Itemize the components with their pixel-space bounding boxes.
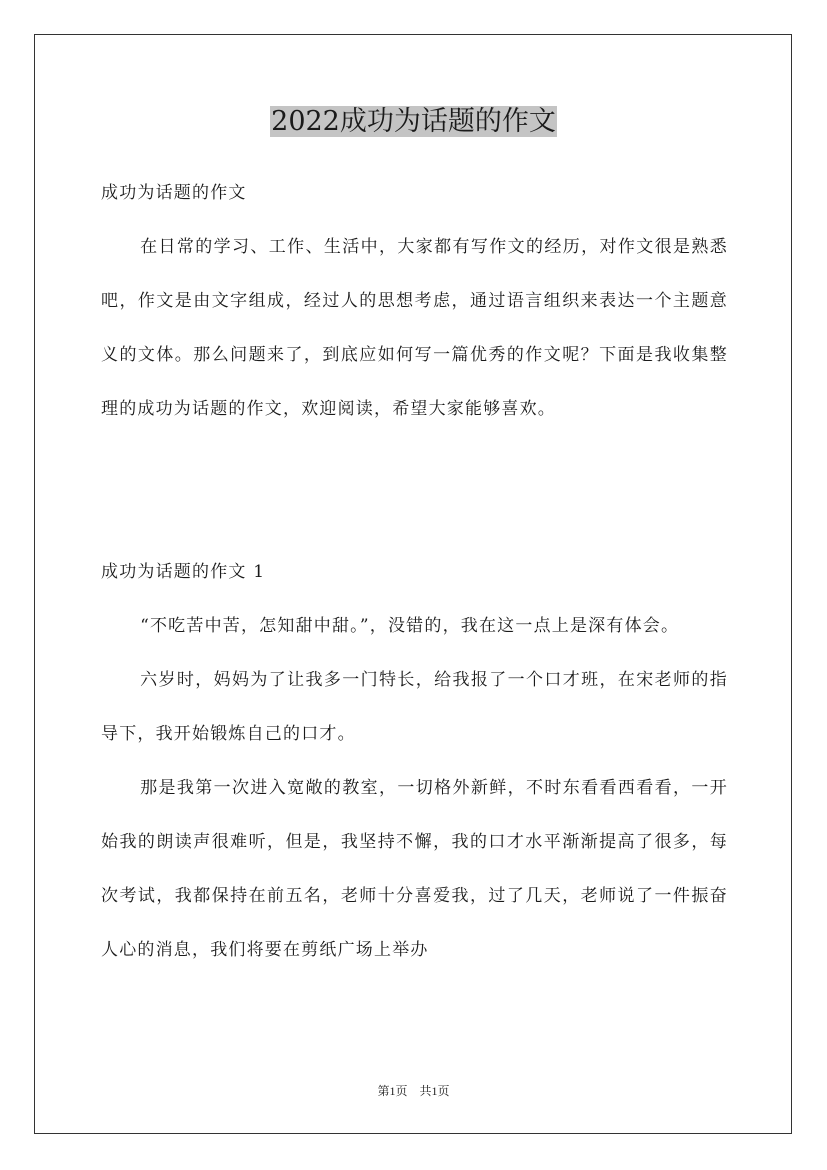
- intro-section: [101, 166, 728, 436]
- essay-paragraph: 六岁时，妈妈为了让我多一门特长，给我报了一个口才班，在宋老师的指导下，我开始锻炼自己的口才。: [101, 670, 728, 744]
- essay-paragraph: “不吃苦中苦，怎知甜中甜。”，没错的，我在这一点上是深有体会。: [140, 616, 680, 636]
- intro-paragraph: 在日常的学习、工作、生活中，大家都有写作文的经历，对作文很是熟悉吧，作文是由文字组成，经过人的思想考虑，通过语言组织来表达一个主题意义的文体。那么问题来了，到底应如何写一篇优秀的作文呢？下面是我收集整理的成功为话题的作文，欢迎阅读，希望大家能够喜欢。: [101, 237, 728, 419]
- essay-heading: 成功为话题的作文 1: [101, 562, 266, 582]
- essay-section: [101, 545, 728, 977]
- document-title-text: 2022成功为话题的作文: [271, 106, 556, 137]
- page-number: 第1页: [377, 1084, 408, 1098]
- page-total: 共1页: [419, 1084, 450, 1098]
- document-title: [0, 104, 827, 140]
- page-footer: [0, 1083, 827, 1099]
- essay-paragraph: 那是我第一次进入宽敞的教室，一切格外新鲜，不时东看看西看看，一开始我的朗读声很难听，但是，我坚持不懈，我的口才水平渐渐提高了很多，每次考试，我都保持在前五名，老师十分喜爱我，过了几天，老师说了一件振奋人心的消息，我们将要在剪纸广场上举办: [101, 778, 728, 960]
- intro-heading: 成功为话题的作文: [101, 183, 247, 203]
